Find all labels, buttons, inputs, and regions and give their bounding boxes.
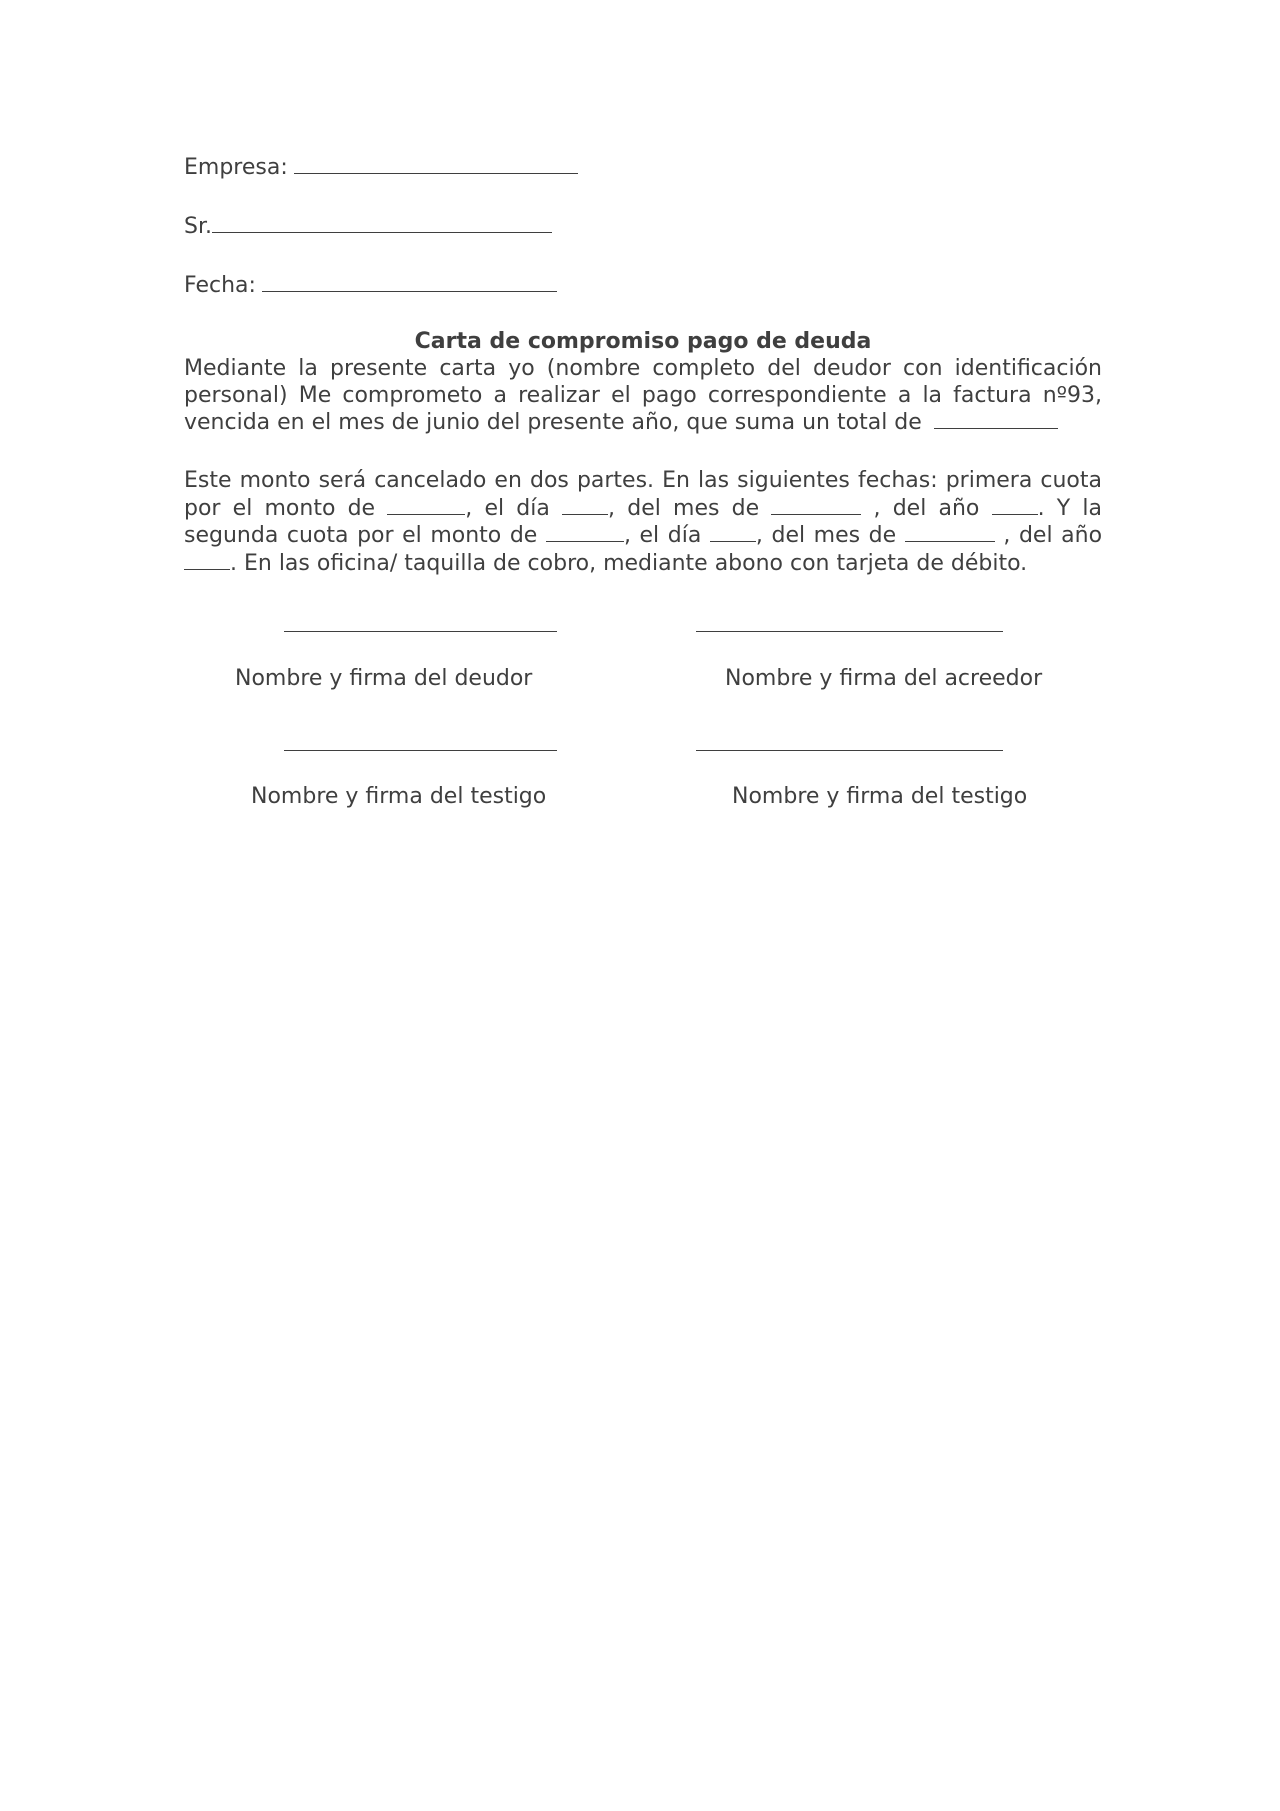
total-amount-blank: [934, 409, 1058, 429]
first-year-blank: [992, 495, 1038, 515]
second-year-blank: [184, 550, 230, 570]
paragraph-commitment: [184, 356, 1102, 437]
installments-text-3: , del mes de: [608, 495, 760, 521]
fecha-label: Fecha:: [184, 273, 256, 298]
installments-text-6: , el día: [623, 523, 702, 548]
installments-text-1: Este monto será cancelado en dos partes. En las siguientes fechas: primera cuota por el monto de: [184, 468, 1102, 521]
second-amount-blank: [546, 522, 624, 542]
signature-line-acreedor: [696, 631, 1003, 632]
fecha-field: [184, 271, 557, 299]
second-month-blank: [905, 522, 995, 542]
senor-label: Sr.: [184, 214, 212, 239]
paragraph-commitment-text: Mediante la presente carta yo (nombre completo del deudor con identificación personal) Me comprometo a realizar el pago correspondiente a la factura nº93, vencida en el mes de junio del presente año, que suma un total de: [184, 356, 1102, 435]
signature-label-acreedor: Nombre y firma del acreedor: [725, 666, 1043, 691]
senor-field: [184, 212, 552, 240]
signature-line-deudor: [284, 631, 557, 632]
paragraph-installments: [184, 468, 1102, 577]
letter-title: Carta de compromiso pago de deuda: [414, 329, 872, 354]
signature-line-testigo-1: [284, 750, 557, 751]
first-amount-blank: [387, 495, 465, 515]
empresa-field: [184, 153, 578, 181]
installments-text-8: , del año: [1003, 523, 1103, 548]
installments-text-4: , del año: [873, 495, 980, 521]
signature-label-testigo-1: Nombre y firma del testigo: [251, 784, 547, 809]
second-day-blank: [710, 522, 756, 542]
installments-text-2: , el día: [465, 495, 550, 521]
first-month-blank: [771, 495, 861, 515]
signature-label-testigo-2: Nombre y firma del testigo: [732, 784, 1028, 809]
signature-line-testigo-2: [696, 750, 1003, 751]
installments-text-5: . Y la segunda cuota por el monto de: [184, 495, 1102, 548]
installments-text-9: . En las oficina/ taquilla de cobro, mediante abono con tarjeta de débito.: [230, 550, 1028, 576]
empresa-label: Empresa:: [184, 155, 288, 180]
signature-label-deudor: Nombre y firma del deudor: [235, 666, 533, 691]
senor-blank: [212, 212, 552, 233]
installments-text-7: , del mes de: [755, 523, 897, 548]
fecha-blank: [262, 271, 557, 292]
first-day-blank: [562, 495, 608, 515]
empresa-blank: [294, 153, 578, 174]
